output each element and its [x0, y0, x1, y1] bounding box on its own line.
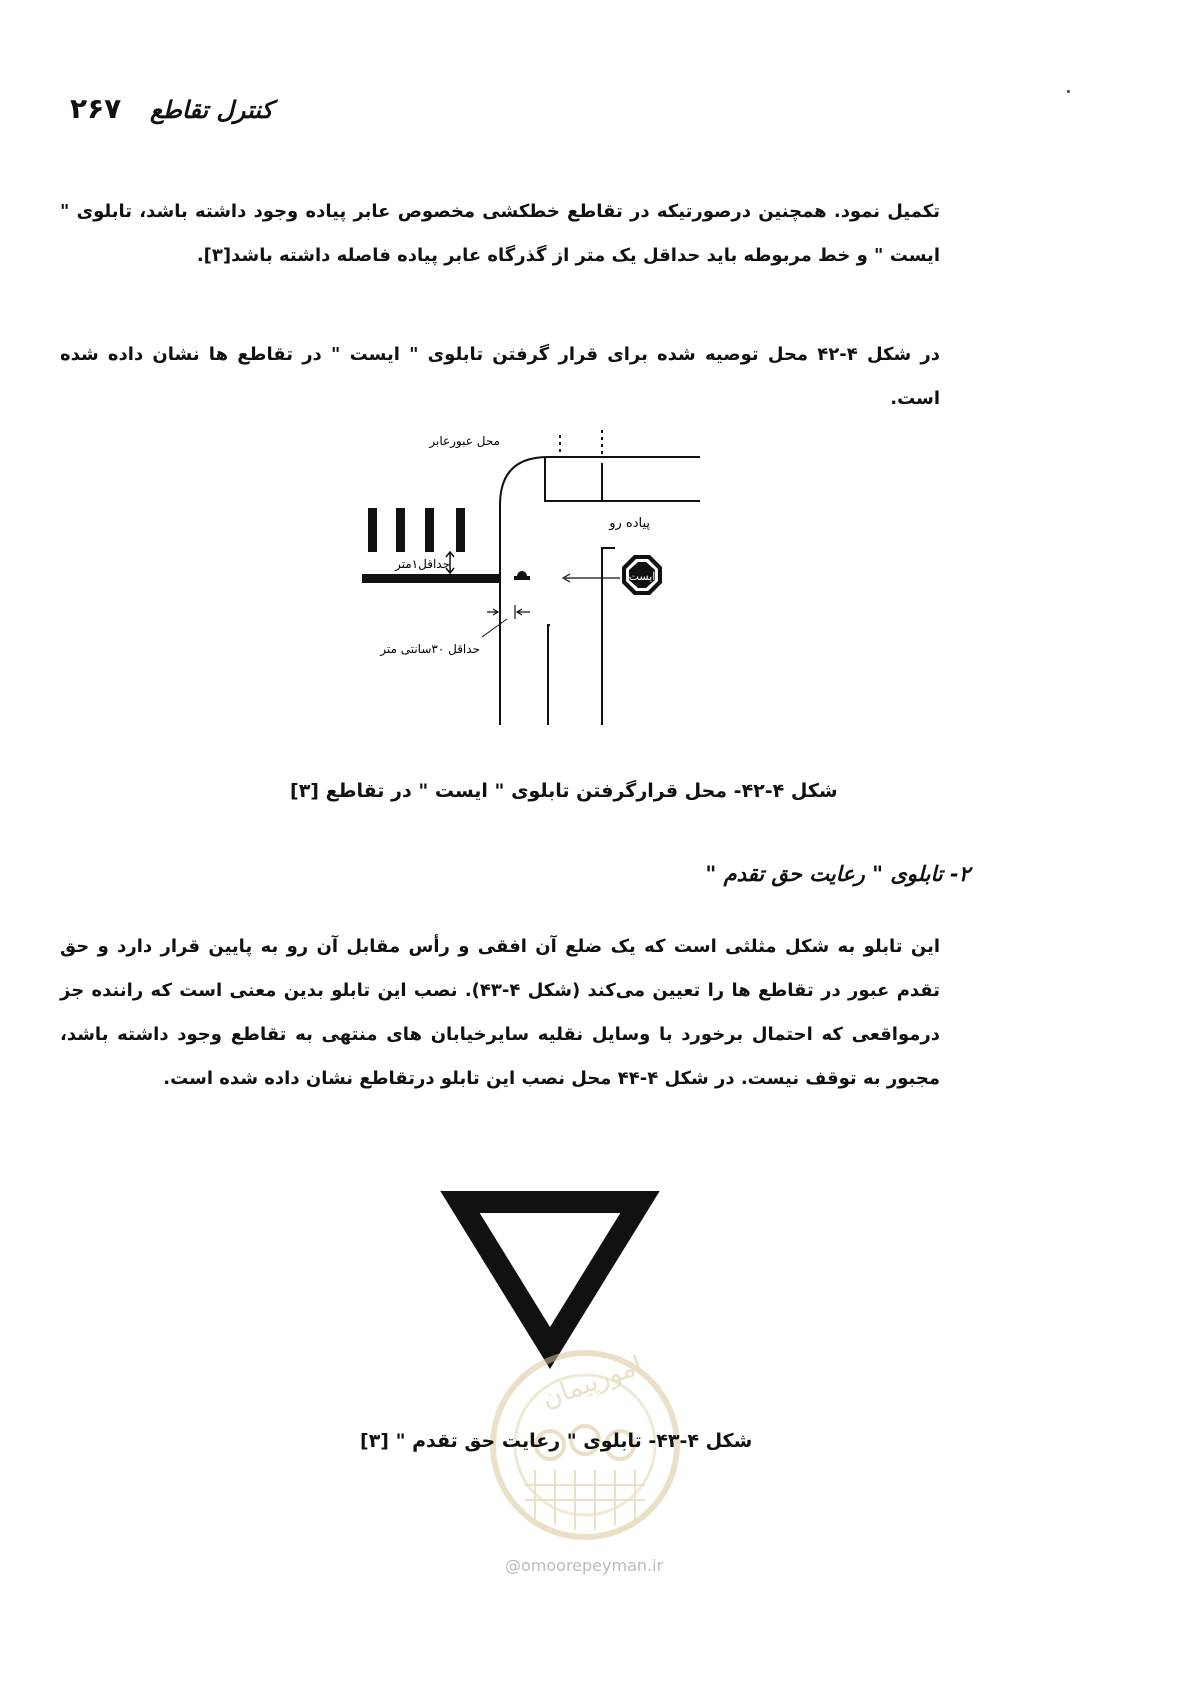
paragraph-2: در شکل ۴-۴۲ محل توصیه شده برای قرار گرفتن تابلوی " ایست " در تقاطع ها نشان داده شده است. [60, 344, 940, 409]
figure-43-caption: شکل ۴-۴۳- تابلوی " رعایت حق تقدم " [۳] [360, 1430, 753, 1452]
watermark-logo-text: امورپیمان [538, 1350, 647, 1415]
speck [1067, 90, 1070, 93]
figure-42-caption: شکل ۴-۴۲- محل قرارگرفتن تابلوی " ایست " در تقاطع [۳] [290, 780, 838, 802]
sidewalk-label: پیاده رو [609, 516, 650, 531]
paragraph-3: این تابلو به شکل مثلثی است که یک ضلع آن افقی و رأس مقابل آن رو به پایین قرار دارد و حق تقدم عبور در تقاطع ها را تعیین می‌کند (شکل ۴-۴۳). نصب این تابلو بدین معنی است که راننده جز درمواقعی که احتمال برخورد با وسایل نقلیه سایرخیابان های منتهی به تقاطع وجود داشته باشد، مجبور به توقف نیست. در شکل ۴-۴۴ محل نصب این تابلو درتقاطع نشان داده شده است. [60, 936, 941, 1089]
crossing-label: محل عبورعابر [429, 434, 500, 448]
page-number: ۲۶۷ [70, 92, 122, 125]
paragraph-1: تکمیل نمود. همچنین درصورتیکه در تقاطع خطکشی مخصوص عابر پیاده وجود داشته باشد، تابلوی " ایست " و خط مربوطه باید حداقل یک متر از گذرگاه عابر پیاده فاصله داشته باشد[۳]. [60, 201, 940, 266]
running-title: کنترل تقاطع [150, 96, 273, 124]
section-heading: ۲- تابلوی " رعایت حق تقدم " [705, 862, 970, 886]
figure-stop-placement [350, 434, 750, 735]
stop-sign-label: ایست [628, 570, 656, 583]
watermark-site: @omoorepeyman.ir [505, 1556, 664, 1575]
min-30cm-label: حداقل ۳۰سانتی متر [380, 642, 480, 656]
min-1m-label: حداقل۱متر [395, 557, 450, 571]
